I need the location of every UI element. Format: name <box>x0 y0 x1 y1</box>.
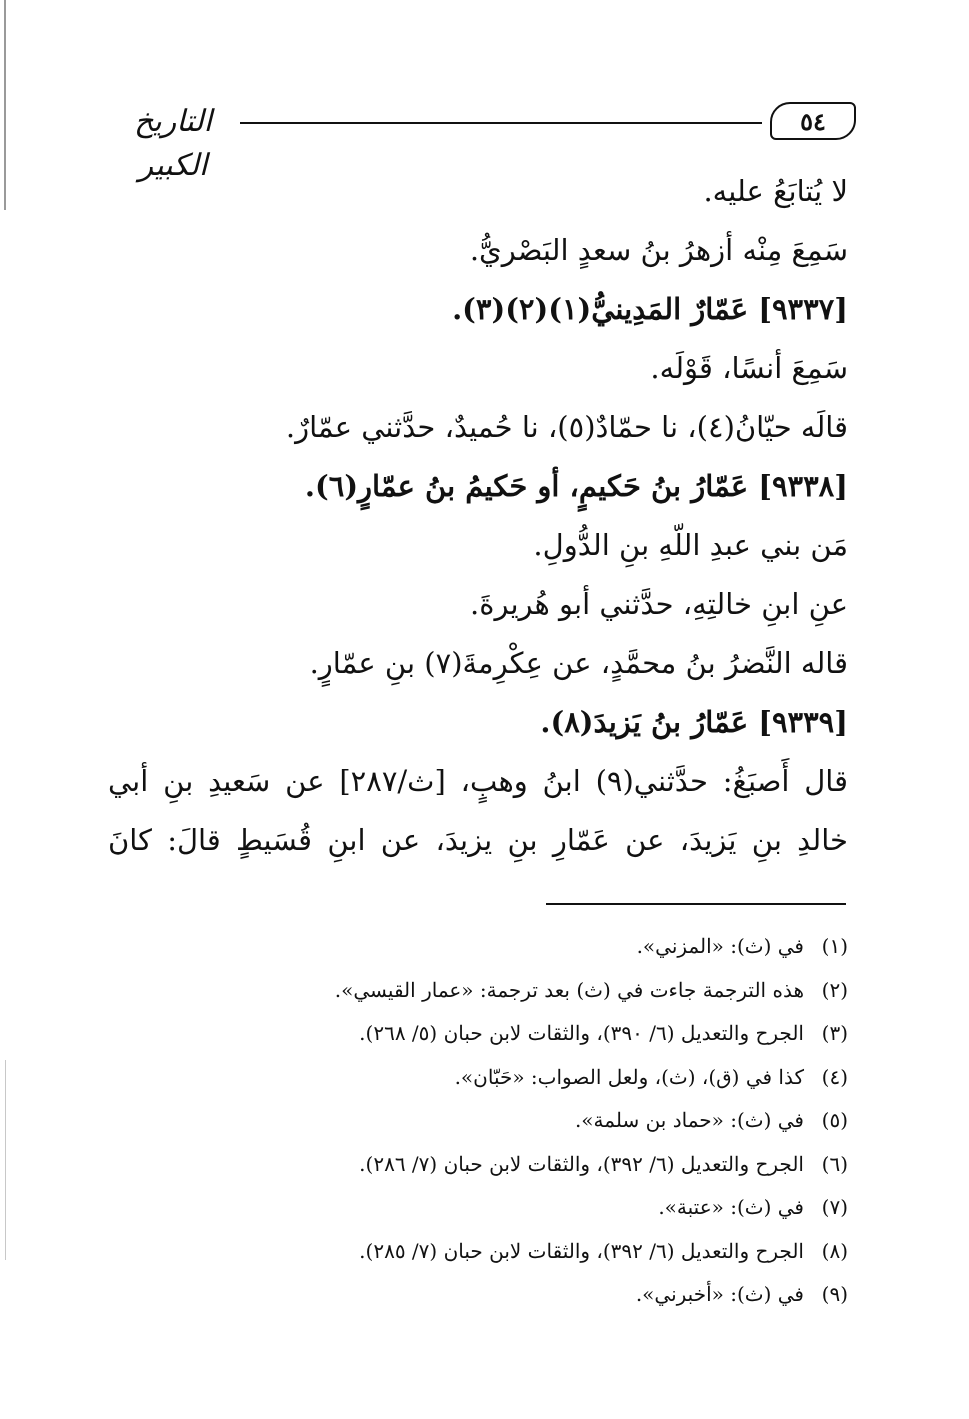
text-line: قال أَصبَغُ: حدَّثني(٩) ابنُ وهبٍ، [ث/٢٨٧] عن سَعيدِ بنِ أبي <box>108 764 848 798</box>
footnote <box>108 1056 848 1100</box>
text-line: سَمِعَ أنسًا، قَوْلَه. <box>650 351 848 385</box>
footnote <box>108 1143 848 1187</box>
footnote-text: كذا في (ق)، (ث)، ولعل الصواب: «حَبّان». <box>454 1064 804 1089</box>
header-rule <box>240 122 762 124</box>
footnote <box>108 925 848 969</box>
footnote-number: (٩) <box>821 1282 848 1306</box>
text-line: خالدِ بنِ يَزيدَ، عن عَمّارِ بنِ يزيدَ، عن ابنِ قُسَيطٍ قالَ: كانَ <box>108 823 848 857</box>
footnote-text: في (ث): «أخبرني». <box>635 1282 804 1306</box>
footnote <box>108 1099 848 1143</box>
footnote <box>108 1012 848 1056</box>
text-line: قالَه حيّانُ(٤)، نا حمّادٌ(٥)، نا حُميدٌ، حدَّثني عمّارٌ. <box>285 410 848 444</box>
text-line: سَمِعَ مِنْه أزهرُ بنُ سعدٍ البَصْريُّ. <box>469 233 848 267</box>
text-line: قاله النَّضرُ بنُ محمَّدٍ، عن عِكْرِمةَ(٧) بنِ عمّارٍ. <box>309 646 848 680</box>
footnote-text: الجرح والتعديل (٦/ ٣٩٢)، والثقات لابن حبان (٧/ ٢٨٦). <box>359 1151 804 1176</box>
footnote-text: في (ث): «حماد بن سلمة». <box>574 1108 804 1132</box>
footnote-separator <box>546 903 846 905</box>
footnote-number: (٦) <box>821 1151 848 1176</box>
entry-heading: [٩٣٣٨] عَمّارُ بنُ حَكيمٍ، أو حَكيمُ بنُ عمّارٍ(٦). <box>304 469 848 503</box>
footnote-number: (١) <box>821 934 848 958</box>
footnote <box>108 1273 848 1317</box>
text-line: مَن بني عبدِ اللّهِ بنِ الدُّولِ. <box>533 528 848 562</box>
entry-heading: [٩٣٣٧] عَمّارٌ المَدِينيُّ(١)(٢)(٣). <box>452 292 848 326</box>
footnote-number: (٣) <box>821 1021 848 1045</box>
footnote-number: (٢) <box>821 977 848 1002</box>
scan-edge-lower <box>5 1060 6 1260</box>
page-header <box>108 100 856 183</box>
footnote <box>108 1186 848 1230</box>
footnotes <box>108 925 848 1317</box>
footnote-number: (٨) <box>821 1238 848 1263</box>
text-line: عنِ ابنِ خالتِهِ، حدَّثني أبو هُريرةَ. <box>470 587 848 621</box>
footnote-text: الجرح والتعديل (٦/ ٣٩٢)، والثقات لابن حبان (٧/ ٢٨٥). <box>359 1238 804 1263</box>
footnote-text: في (ث): «المزني». <box>636 934 804 958</box>
entry-heading: [٩٣٣٩] عَمّارُ بنُ يَزيدَ(٨). <box>540 705 848 739</box>
footnote-text: في (ث): «عتبة». <box>658 1195 804 1219</box>
running-title: التاريخ الكبير <box>134 104 212 183</box>
text-line: لا يُتابَعُ عليه. <box>703 174 848 208</box>
main-text <box>108 162 848 870</box>
page-number-badge <box>770 102 856 140</box>
scan-edge <box>4 0 6 210</box>
footnote-number: (٧) <box>821 1195 848 1219</box>
page-number: ٥٤ <box>800 106 826 136</box>
footnote-number: (٥) <box>821 1108 848 1132</box>
footnote-text: الجرح والتعديل (٦/ ٣٩٠)، والثقات لابن حبان (٥/ ٢٦٨). <box>359 1021 804 1045</box>
footnote-number: (٤) <box>821 1064 848 1089</box>
footnote <box>108 969 848 1013</box>
footnote-text: هذه الترجمة جاءت في (ث) بعد ترجمة: «عمار القيسي». <box>334 977 804 1002</box>
footnote <box>108 1230 848 1274</box>
